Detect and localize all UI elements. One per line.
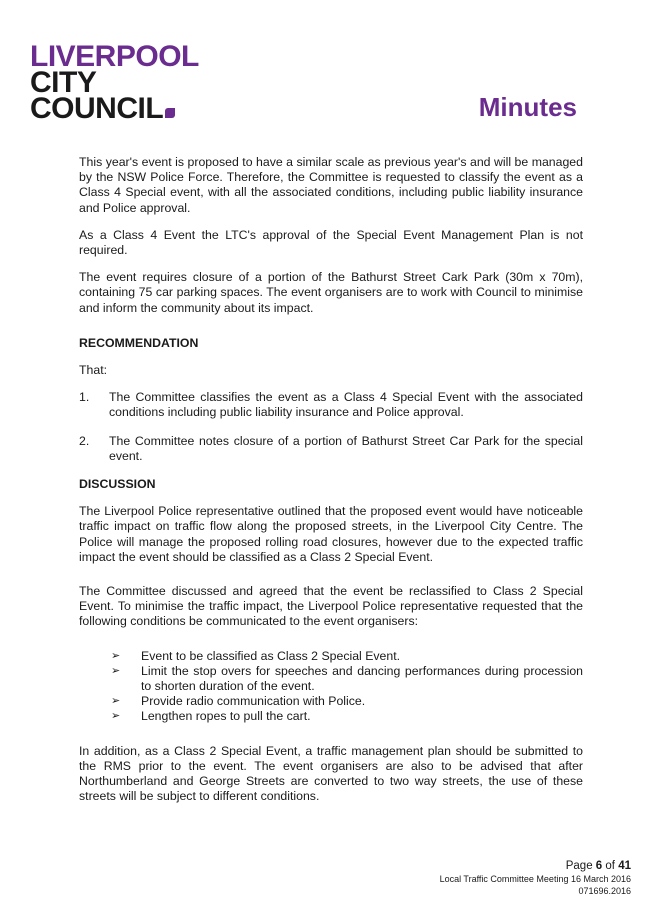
page-current: 6 — [595, 860, 603, 872]
logo-mark-icon — [165, 108, 175, 118]
paragraph-closure: The event requires closure of a portion of the Bathurst Street Cark Park (30m x 70m), containing 75 car parking spaces. The event organisers are to work with Council to minimise and inform the community about its impact. — [79, 270, 583, 315]
arrow-bullet-icon: ➢ — [111, 664, 121, 677]
condition-text: Limit the stop overs for speeches and dancing performances during procession to shorten duration of the event. — [141, 663, 583, 694]
page-number — [440, 859, 631, 873]
condition-item — [111, 649, 583, 664]
page-word: Page — [565, 860, 593, 872]
condition-text: Provide radio communication with Police. — [141, 694, 366, 709]
page-footer — [440, 859, 631, 897]
recommendation-number: 1. — [79, 390, 90, 405]
recommendation-number: 2. — [79, 433, 90, 448]
recommendation-list — [79, 390, 583, 464]
recommendation-item — [79, 434, 583, 464]
paragraph-discussion-3: In addition, as a Class 2 Special Event, a traffic management plan should be submitted to the RMS prior to the event. The event organisers are also to be advised that after Northumberland and George Streets are converted to two way streets, the use of these streets will be subject to different conditions. — [79, 743, 583, 804]
discussion-heading: DISCUSSION — [79, 477, 156, 492]
recommendation-text: The Committee notes closure of a portion of Bathurst Street Car Park for the special event. — [109, 433, 583, 463]
recommendation-text: The Committee classifies the event as a Class 4 Special Event with the associated conditions including public liability insurance and Police approval. — [109, 390, 583, 420]
logo-line-council-text: COUNCIL — [30, 92, 164, 125]
condition-item — [111, 664, 583, 694]
paragraph-class4: As a Class 4 Event the LTC's approval of the Special Event Management Plan is not required. — [79, 227, 583, 258]
arrow-bullet-icon: ➢ — [111, 695, 121, 708]
paragraph-discussion-2: The Committee discussed and agreed that the event be reclassified to Class 2 Special Event. To minimise the traffic impact, the Liverpool Police representative requested that the following conditions be communicated to the event organisers: — [79, 584, 583, 629]
logo-line-liverpool: LIVERPOOL — [30, 40, 199, 73]
paragraph-discussion-1: The Liverpool Police representative outlined that the proposed event would have noticeable traffic impact on traffic flow along the proposed streets, in the Liverpool City Centre. The Police will manage the proposed rolling road closures, however due to the expected traffic impact the event should be classified as a Class 2 Special Event. — [79, 504, 583, 564]
condition-item — [111, 694, 583, 709]
minutes-body — [79, 155, 583, 817]
arrow-bullet-icon: ➢ — [111, 649, 121, 662]
document-id: 071696.2016 — [578, 886, 631, 896]
recommendation-item — [79, 390, 583, 420]
document-title: Minutes — [478, 92, 577, 122]
logo-line-council — [30, 92, 230, 125]
that-label: That: — [79, 363, 108, 378]
page-of: of — [605, 860, 615, 872]
meeting-reference: Local Traffic Committee Meeting 16 March 2016 — [439, 874, 631, 884]
condition-text: Lengthen ropes to pull the cart. — [141, 709, 311, 724]
arrow-bullet-icon: ➢ — [111, 710, 121, 723]
council-logo — [30, 40, 230, 125]
condition-text: Event to be classified as Class 2 Special Event. — [141, 648, 401, 663]
logo-line-city: CITY — [30, 66, 97, 99]
recommendation-heading: RECOMMENDATION — [79, 335, 199, 350]
condition-item — [111, 709, 583, 724]
paragraph-intro: This year's event is proposed to have a similar scale as previous year's and will be managed by the NSW Police Force. Therefore, the Committee is requested to classify the event as a Class 4 Special event, with all the associated conditions, including public liability insurance and Police approval. — [79, 155, 583, 215]
conditions-list — [111, 649, 583, 725]
page-total: 41 — [618, 860, 631, 872]
